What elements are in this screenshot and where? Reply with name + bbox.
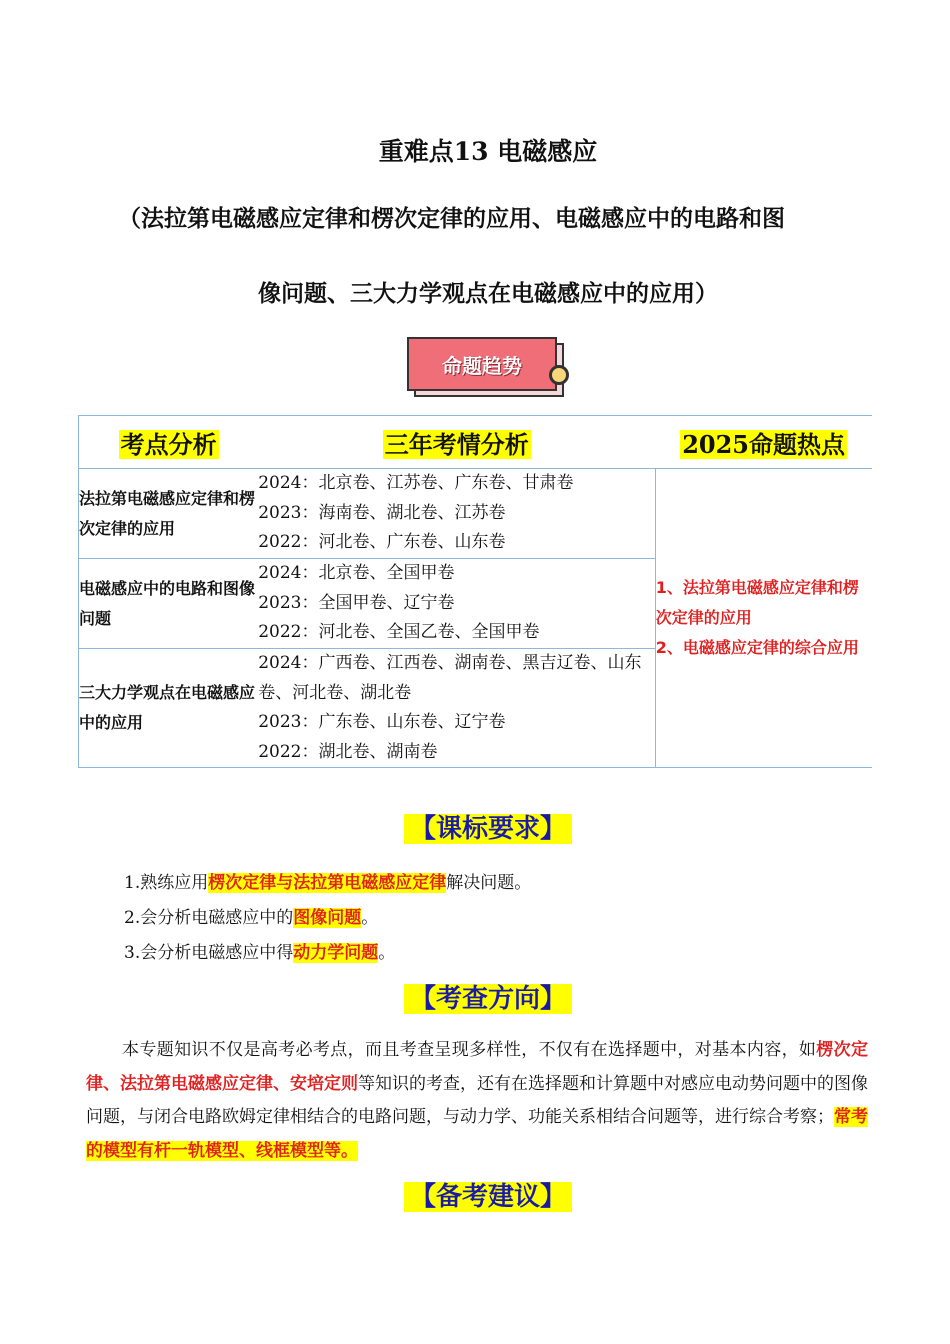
para-text: 本专题知识不仅是高考必考点，而且考查呈现多样性，不仅有在选择题中，对基本内容，如	[122, 1040, 817, 1060]
req-prefix: 2.会分析电磁感应中的	[124, 908, 294, 928]
hotspot-cell	[655, 469, 872, 768]
year-line: 2024：北京卷、全国甲卷	[258, 563, 455, 584]
curriculum-heading	[0, 808, 950, 845]
year-line: 2022：湖北卷、湖南卷	[258, 741, 438, 762]
years-cell	[258, 559, 655, 649]
topic-cell: 电磁感应中的电路和图像问题	[79, 559, 259, 649]
hotspot-item: 2、电磁感应定律的综合应用	[655, 638, 859, 657]
requirement-item	[124, 938, 395, 963]
header-hot-cell	[655, 416, 872, 469]
req-suffix: 。	[361, 908, 379, 928]
year-line: 2023：全国甲卷、辽宁卷	[258, 592, 455, 613]
years-cell	[258, 469, 655, 559]
header-hotspot: 2025命题热点	[682, 429, 845, 459]
advice-heading-text: 【备考建议】	[404, 1182, 572, 1212]
page-title: 重难点13 电磁感应	[378, 137, 598, 166]
table-row	[79, 469, 873, 559]
year-line: 2022：河北卷、全国乙卷、全国甲卷	[258, 622, 540, 643]
trend-badge	[405, 335, 570, 395]
header-years-cell	[258, 416, 655, 469]
exam-analysis-table	[78, 415, 872, 768]
table-header-row	[79, 416, 873, 469]
para-text: 等知识的考查，还有在选择题和计算题中对感应电动势问题中的图像问题，与闭合电路欧姆定律相结合的电路问题，与动力学、功能关系相结合问题等，进行综合考察；	[86, 1073, 868, 1127]
req-suffix: 解决问题。	[446, 873, 532, 893]
direction-heading	[0, 978, 950, 1015]
header-topic: 考点分析	[120, 429, 217, 459]
year-line: 2024：广西卷、江西卷、湖南卷、黑吉辽卷、山东卷、河北卷、湖北卷	[258, 653, 642, 703]
year-line: 2023：海南卷、湖北卷、江苏卷	[258, 502, 506, 523]
req-prefix: 1.熟练应用	[124, 873, 209, 893]
year-line: 2023：广东卷、山东卷、辽宁卷	[258, 712, 506, 732]
requirement-item	[124, 903, 378, 928]
ring-icon	[549, 365, 569, 385]
badge-label: 命题趋势	[407, 337, 557, 391]
years-cell	[258, 649, 655, 768]
requirement-item	[124, 868, 531, 893]
direction-heading-text: 【考查方向】	[404, 984, 572, 1014]
direction-paragraph	[86, 1034, 868, 1168]
req-suffix: 。	[378, 943, 396, 963]
req-highlight: 楞次定律与法拉第电磁感应定律	[208, 873, 447, 893]
para-red-keywords: 楞次定律、法拉第电磁感应定律、安培定则	[86, 1040, 869, 1094]
req-highlight: 图像问题	[293, 908, 362, 928]
topic-cell: 三大力学观点在电磁感应中的应用	[79, 649, 259, 768]
para-red-highlight: 常考的模型有杆一轨模型、线框模型等。	[86, 1107, 868, 1161]
advice-heading	[0, 1176, 950, 1213]
year-line: 2022：河北卷、广东卷、山东卷	[258, 532, 506, 553]
req-prefix: 3.会分析电磁感应中得	[124, 943, 294, 963]
curriculum-heading-text: 【课标要求】	[404, 814, 572, 844]
subtitle-line-1: （法拉第电磁感应定律和楞次定律的应用、电磁感应中的电路和图	[118, 205, 785, 232]
year-line: 2024：北京卷、江苏卷、广东卷、甘肃卷	[258, 473, 574, 494]
hotspot-item: 1、法拉第电磁感应定律和楞次定律的应用	[655, 578, 859, 627]
subtitle-line-2: 像问题、三大力学观点在电磁感应中的应用）	[258, 280, 718, 307]
header-topic-cell	[79, 416, 259, 469]
topic-cell: 法拉第电磁感应定律和楞次定律的应用	[79, 469, 259, 559]
req-highlight: 动力学问题	[293, 943, 379, 963]
header-years: 三年考情分析	[384, 429, 529, 459]
